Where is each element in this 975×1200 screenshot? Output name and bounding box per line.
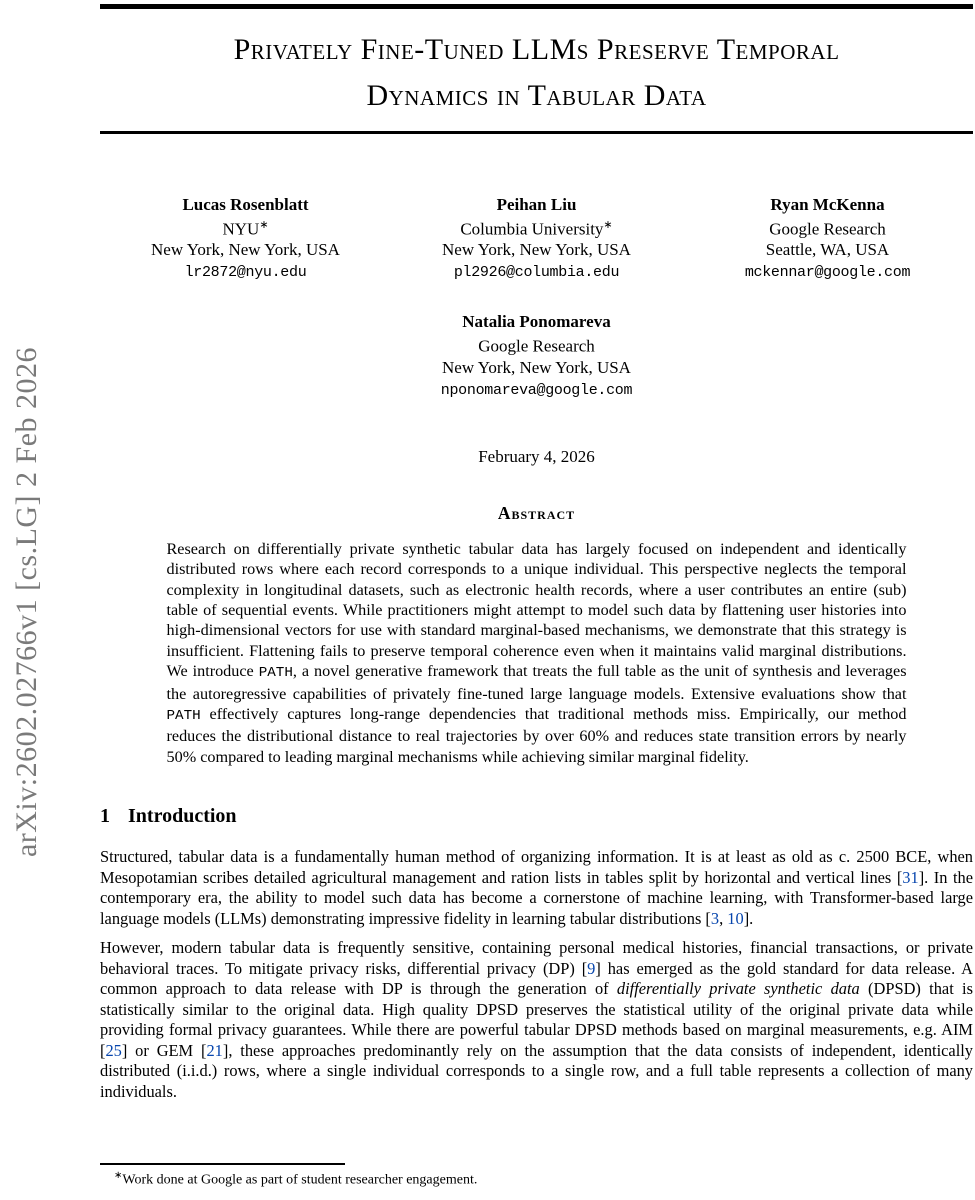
emphasized-term: differentially private synthetic data <box>616 979 860 999</box>
author-name: Peihan Liu <box>496 194 577 214</box>
author-email: nponomareva@google.com <box>440 381 633 399</box>
affiliation-mark: ∗ <box>259 218 269 231</box>
citation-link-21[interactable]: 21 <box>206 1040 223 1060</box>
citation-link-25[interactable]: 25 <box>105 1040 122 1060</box>
paragraph-segment: ] or GEM [ <box>121 1040 207 1060</box>
author-block-4 <box>357 311 717 401</box>
author-email: lr2872@nyu.edu <box>184 264 307 282</box>
author-location: New York, New York, USA <box>442 357 631 377</box>
title-rule <box>100 131 973 134</box>
path-inline-code: PATH <box>258 665 293 682</box>
author-block-3 <box>682 194 973 284</box>
author-affiliation: Google Research <box>769 219 886 239</box>
affiliation-mark: ∗ <box>603 218 613 231</box>
paragraph-segment: , <box>719 908 728 928</box>
title-line-1: Privately Fine-Tuned LLMs Preserve Temporal <box>233 33 840 66</box>
paragraph-segment: ], these approaches predominantly rely on the assumption that the data consists of independent, identically distributed (i.i.d.) rows, where a single individual corresponds to a single row, and a full table represents a collection of many individuals. <box>100 1040 973 1101</box>
path-inline-code: PATH <box>166 708 201 725</box>
footnote-rule <box>100 1163 345 1165</box>
abstract-segment: Research on differentially private synthetic tabular data has largely focused on independent and identically distributed rows where each record corresponds to a unique individual. This perspective neglects the temporal complexity in longitudinal datasets, such as electronic health records, where a user contributes an entire (sub) table of sequential events. While practitioners might attempt to model such data by flattening user histories into high-dimensional vectors for use with standard marginal-based mechanisms, we demonstrate that this strategy is insufficient. Flattening fails to preserve temporal coherence even when it maintains valid marginal distributions. We introduce <box>166 539 907 681</box>
citation-link-3[interactable]: 3 <box>710 908 720 928</box>
abstract-segment: effectively captures long-range dependencies that traditional methods miss. Empirically, our method reduces the distributional distance to real trajectories by over 60% and reduces state transition errors by nearly 50% compared to leading marginal mechanisms while achieving similar marginal fidelity. <box>166 705 907 766</box>
author-name: Natalia Ponomareva <box>462 312 611 332</box>
author-affiliation: NYU∗ <box>222 218 269 239</box>
paper-date: February 4, 2026 <box>478 446 595 466</box>
paragraph-segment: Structured, tabular data is a fundamentally human method of organizing information. It is at least as old as c. 2500 BCE, when Mesopotamian scribes detailed agricultural management and ration lists in tables split by horizontal and vertical lines [ <box>100 847 973 887</box>
author-name: Ryan McKenna <box>770 194 885 214</box>
authors-row <box>100 194 973 284</box>
intro-paragraph-2 <box>100 938 973 1102</box>
abstract-segment: , a novel generative framework that treats the full table as the unit of synthesis and leverages the autoregressive capabilities of privately fine-tuned large language models. Extensive evaluations show that <box>166 662 907 703</box>
abstract-heading: Abstract <box>497 502 576 523</box>
paper-content <box>100 0 973 1102</box>
author-location: New York, New York, USA <box>151 240 340 260</box>
author-affiliation: Google Research <box>478 336 595 356</box>
authors-row-second <box>100 311 973 401</box>
paragraph-segment: ] has emerged as the gold standard for data release. A common approach to data release with DP is through the generation of <box>100 958 973 999</box>
footnote-block <box>100 1163 973 1188</box>
section-1-heading <box>100 805 973 828</box>
author-block-2 <box>391 194 682 284</box>
paragraph-segment: ]. <box>743 908 754 928</box>
footnote-mark: ∗ <box>114 1169 123 1181</box>
author-name: Lucas Rosenblatt <box>182 194 309 214</box>
paragraph-segment: (DPSD) that is statistically similar to the original data. High quality DPSD preserves the statistical utility of the original private data while providing formal privacy guarantees. While there are powerful tabular DPSD methods based on marginal measurements, e.g. AIM [ <box>100 979 973 1060</box>
intro-paragraph-1 <box>100 847 973 929</box>
author-email: mckennar@google.com <box>744 264 911 282</box>
citation-link-9[interactable]: 9 <box>587 958 596 978</box>
paper-title <box>100 27 973 119</box>
citation-link-31[interactable]: 31 <box>902 867 919 887</box>
top-rule <box>100 4 973 9</box>
author-email: pl2926@columbia.edu <box>453 264 620 282</box>
abstract-text <box>167 539 907 767</box>
title-line-2: Dynamics in Tabular Data <box>366 79 707 112</box>
author-affiliation: Columbia University∗ <box>460 218 613 239</box>
author-location: Seattle, WA, USA <box>765 240 890 260</box>
footnote-body: Work done at Google as part of student researcher engagement. <box>122 1172 478 1188</box>
section-title: Introduction <box>128 805 237 828</box>
footnote-text <box>100 1170 973 1189</box>
section-number: 1 <box>100 805 110 828</box>
paragraph-segment: However, modern tabular data is frequently sensitive, containing personal medical histories, financial transactions, or private behavioral traces. To mitigate privacy risks, differential privacy (DP) [ <box>100 938 973 978</box>
arxiv-watermark: arXiv:2602.02766v1 [cs.LG] 2 Feb 2026 <box>10 346 43 858</box>
paragraph-segment: ]. In the contemporary era, the ability to model such data has become a cornerstone of machine learning, with Transformer-based large language models (LLMs) demonstrating impressive fidelity in learning tabular distributions [ <box>100 867 973 928</box>
citation-link-10[interactable]: 10 <box>727 908 744 928</box>
author-location: New York, New York, USA <box>442 240 631 260</box>
author-block-1 <box>100 194 391 284</box>
